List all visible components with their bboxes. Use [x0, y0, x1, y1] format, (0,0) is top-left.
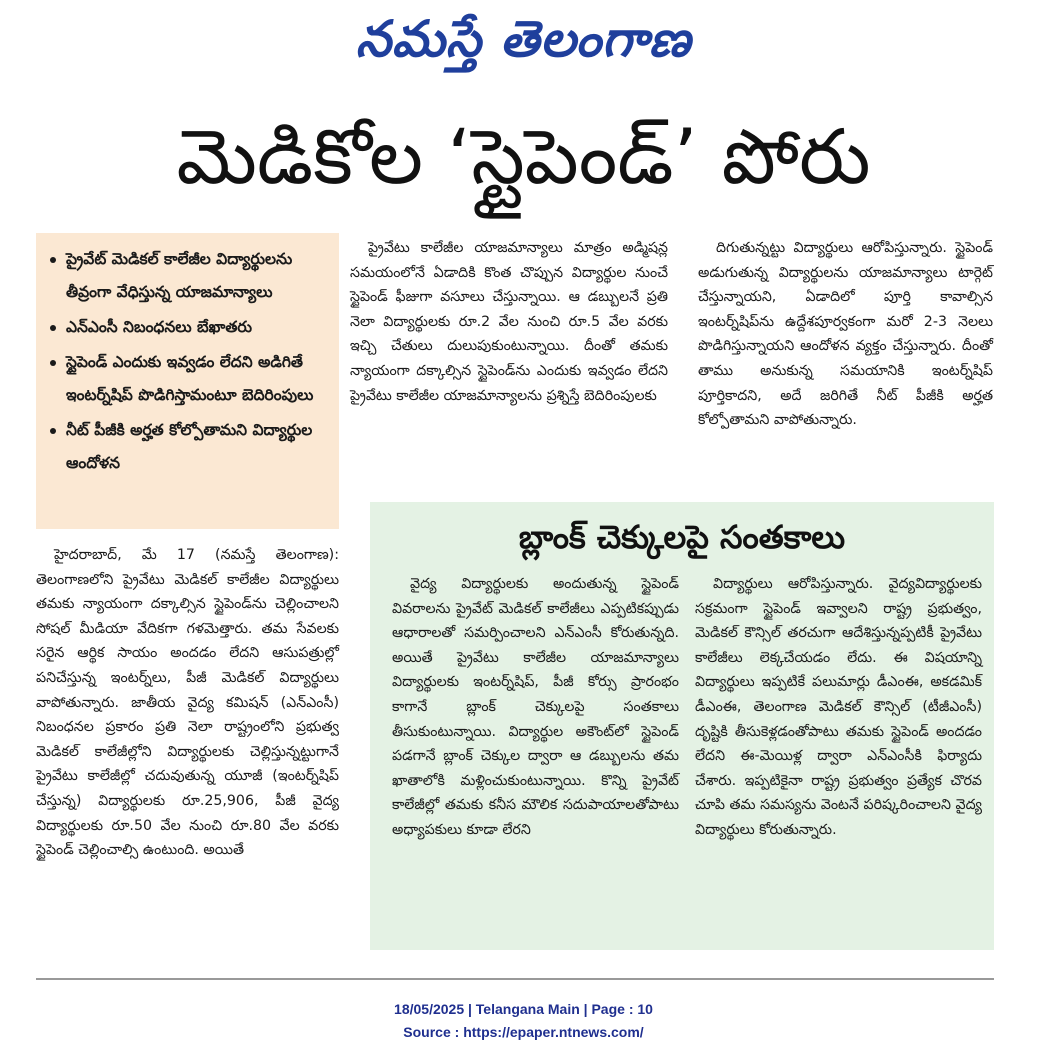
highlight-text: ఎన్ఎంసీ నిబంధనలు బేఖాతరు [66, 318, 252, 336]
article-column-left [36, 543, 339, 963]
footer-divider [36, 978, 994, 980]
article-column-right [698, 236, 993, 491]
bullet-icon [50, 257, 56, 263]
bullet-icon [50, 360, 56, 366]
sidebar-story-column-left [392, 572, 679, 843]
sidebar-story-column-right [695, 572, 982, 843]
article-paragraph: ప్రైవేటు కాలేజీల యాజమాన్యాలు మాత్రం అడ్మిషన్ల సమయంలోనే ఏడాదికి కొంత చొప్పున విద్యార్థుల నుంచే స్టైపెండ్ ఫీజుగా వసూలు చేస్తున్నాయి. ఆ డబ్బులనే ప్రతి నెలా విద్యార్థులకు రూ.2 వేల నుంచి రూ.5 వేల వరకు ఇచ్చి చేతులు దులుపుకుంటున్నాయి. దీంతో తమకు న్యాయంగా దక్కాల్సిన స్టైపెండ్‌ను ఎందుకు ఇవ్వడం లేదని ప్రైవేటు కాలేజీల యాజమాన్యాలను ప్రశ్నిస్తే బెదిరింపులకు [350, 240, 668, 404]
highlight-text: నీట్ పీజీకి అర్హత కోల్పోతామని విద్యార్థుల ఆందోళన [66, 421, 313, 472]
article-paragraph: విద్యార్థులు ఆరోపిస్తున్నారు. వైద్యవిద్యార్థులకు సక్రమంగా స్టైపెండ్ ఇవ్వాలని రాష్ట్ర ప్రభుత్వం, మెడికల్ కౌన్సిల్ తరచుగా ఆదేశిస్తున్నప్పటికీ ప్రైవేటు కాలేజీలు లెక్కచేయడం లేదు. ఈ విషయాన్ని విద్యార్థులు ఇప్పటికే పలుమార్లు డీఎంఈ, అకడమిక్ డీఎంఈ, తెలంగాణ మెడికల్ కౌన్సిల్ (టీజీఎంసీ) దృష్టికి తీసుకెళ్లడంతోపాటు తమకు స్టైపెండ్ అందడం లేదని ఈ-మెయిళ్ల ద్వారా ఎన్ఎంసీకి ఫిర్యాదు చేశారు. ఇప్పటికైనా రాష్ట్ర ప్రభుత్వం ప్రత్యేక చొరవ చూపి తమ సమస్యను వెంటనే పరిష్కరించాలని వైద్య విద్యార్థులు కోరుతున్నారు. [695, 576, 982, 838]
highlight-item [50, 243, 331, 309]
highlight-text: ప్రైవేట్ మెడికల్ కాలేజీల విద్యార్థులను తీవ్రంగా వేధిస్తున్న యాజమాన్యాలు [66, 250, 293, 301]
headline: మెడికోల ‘స్టైపెండ్’ పోరు [176, 112, 871, 201]
highlight-item [50, 346, 331, 412]
bullet-icon [50, 325, 56, 331]
footer-date-page: 18/05/2025 | Telangana Main | Page : 10 [394, 1001, 653, 1017]
article-paragraph: దిగుతున్నట్టు విద్యార్థులు ఆరోపిస్తున్నారు. స్టైపెండ్ అడుగుతున్న విద్యార్థులను యాజమాన్యాలు టార్గెట్ చేస్తున్నాయని, ఏడాదిలో పూర్తి కావాల్సిన ఇంటర్న్‌షిప్‌ను ఉద్దేశపూర్వకంగా మరో 2-3 నెలలు పొడిగిస్తున్నాయని ఆందోళన వ్యక్తం చేస్తున్నారు. దీంతో తాము అనుకున్న సమయానికి ఇంటర్న్‌షిప్ పూర్తికాదని, అదే జరిగితే నీట్ పీజీకి అర్హత కోల్పోతామని వాపోతున్నారు. [698, 240, 993, 429]
footer-source-link[interactable]: Source : https://epaper.ntnews.com/ [403, 1024, 644, 1040]
highlights-box [36, 233, 339, 529]
article-paragraph: హైదరాబాద్, మే 17 (నమస్తే తెలంగాణ): తెలంగాణలోని ప్రైవేటు మెడికల్ కాలేజీల విద్యార్థులు తమకు న్యాయంగా దక్కాల్సిన స్టైపెండ్‌ను చెల్లించాలని సోషల్ మీడియా వేదికగా గళమెత్తారు. తమ సేవలకు సరైన ఆర్థిక సాయం అందడం లేదని ఆసుపత్రుల్లో పనిచేస్తున్న ఇంటర్న్‌లు, పీజీ మెడికల్ విద్యార్థులు వాపోతున్నారు. జాతీయ వైద్య కమిషన్ (ఎన్ఎంసీ) నిబంధనల ప్రకారం ప్రతి నెలా రాష్ట్రంలోని ప్రభుత్వ మెడికల్ కాలేజీల్లోని విద్యార్థులకు చెల్లిస్తున్నట్టుగానే ప్రైవేటు కాలేజీల్లో చదువుతున్న యూజీ (ఇంటర్న్‌షిప్ చేస్తున్న) విద్యార్థులకు రూ.25,906, పీజీ వైద్య విద్యార్థులకు రూ.50 వేల నుంచి రూ.80 వేల వరకు స్టైపెండ్ చెల్లించాల్సి ఉంటుంది. అయితే [36, 547, 339, 859]
highlight-text: స్టైపెండ్ ఎందుకు ఇవ్వడం లేదని అడిగితే ఇంటర్న్‌షిప్ పొడిగిస్తామంటూ బెదిరింపులు [66, 353, 314, 404]
masthead-title: నమస్తే తెలంగాణ [355, 10, 692, 68]
article-paragraph: వైద్య విద్యార్థులకు అందుతున్న స్టైపెండ్ వివరాలను ప్రైవేట్ మెడికల్ కాలేజీలు ఎప్పటికప్పుడు ఆధారాలతో సమర్పించాలని ఎన్ఎంసీ కోరుతున్నది. అయితే ప్రైవేటు కాలేజీల యాజమాన్యాలు విద్యార్థులకు ఇంటర్న్‌షిప్, పీజీ కోర్సు ప్రారంభం కాగానే బ్లాంక్ చెక్కులపై సంతకాలు తీసుకుంటున్నాయి. విద్యార్థుల అకౌంట్‌లో స్టైపెండ్ పడగానే బ్లాంక్ చెక్కుల ద్వారా ఆ డబ్బులను తమ ఖాతాలోకి మళ్లించుకుంటున్నాయి. కొన్ని ప్రైవేట్ కాలేజీల్లో తమకు కనీస మౌలిక సదుపాయాలతోపాటు అధ్యాపకులు కూడా లేరని [392, 576, 679, 838]
highlight-item [50, 414, 331, 480]
highlights-list [50, 243, 331, 480]
bullet-icon [50, 428, 56, 434]
highlight-item [50, 311, 331, 344]
article-column-middle [350, 236, 668, 491]
sidebar-story-title: బ్లాంక్ చెక్కులపై సంతకాలు [518, 518, 846, 556]
sidebar-story-box [370, 502, 994, 950]
